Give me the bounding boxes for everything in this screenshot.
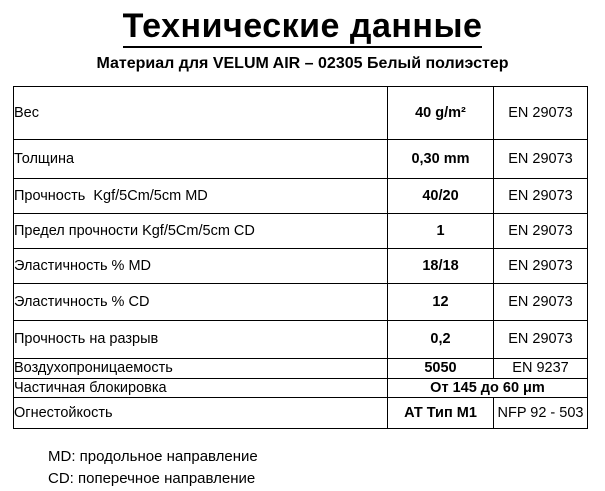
table-row [14,284,588,321]
value-cell: 0,30 mm [388,140,494,179]
standard-cell: EN 29073 [494,179,588,214]
table-row [14,140,588,179]
value-cell: 40/20 [388,179,494,214]
property-cell: Вес [14,87,388,140]
table-body [14,87,588,429]
page-title-text: Технические данные [123,7,483,48]
table-row [14,249,588,284]
value-cell: 5050 [388,359,494,379]
standard-cell: EN 29073 [494,284,588,321]
property-cell: Прочность на разрыв [14,321,388,359]
standard-cell: EN 29073 [494,140,588,179]
standard-cell: EN 29073 [494,214,588,249]
value-cell: 0,2 [388,321,494,359]
value-cell: 18/18 [388,249,494,284]
standard-cell: EN 29073 [494,321,588,359]
table-row [14,379,588,398]
standard-cell: NFP 92 - 503 [494,398,588,429]
property-cell: Частичная блокировка [14,379,388,398]
material-subtitle: Материал для VELUM AIR – 02305 Белый полиэстер [96,55,509,72]
footnotes [48,446,605,490]
table-row [14,87,588,140]
table-row [14,214,588,249]
property-cell: Эластичность % CD [14,284,388,321]
value-cell: 40 g/m² [388,87,494,140]
footnote-md: MD: продольное направление [48,448,258,465]
standard-cell: EN 9237 [494,359,588,379]
property-cell: Огнестойкость [14,398,388,429]
technical-data-table [13,86,588,429]
value-cell: АТ Тип М1 [388,398,494,429]
property-cell: Предел прочности Kgf/5Cm/5cm CD [14,214,388,249]
page-title [0,7,605,48]
property-cell: Эластичность % MD [14,249,388,284]
property-cell: Воздухопроницаемость [14,359,388,379]
table-row [14,179,588,214]
standard-cell: EN 29073 [494,249,588,284]
footnote-cd: CD: поперечное направление [48,470,256,487]
standard-cell: EN 29073 [494,87,588,140]
value-cell: 1 [388,214,494,249]
property-cell: Прочность Kgf/5Cm/5cm MD [14,179,388,214]
table-row [14,398,588,429]
table-row [14,359,588,379]
property-cell: Толщина [14,140,388,179]
table-row [14,321,588,359]
value-cell: 12 [388,284,494,321]
value-cell: От 145 до 60 μm [388,379,588,398]
